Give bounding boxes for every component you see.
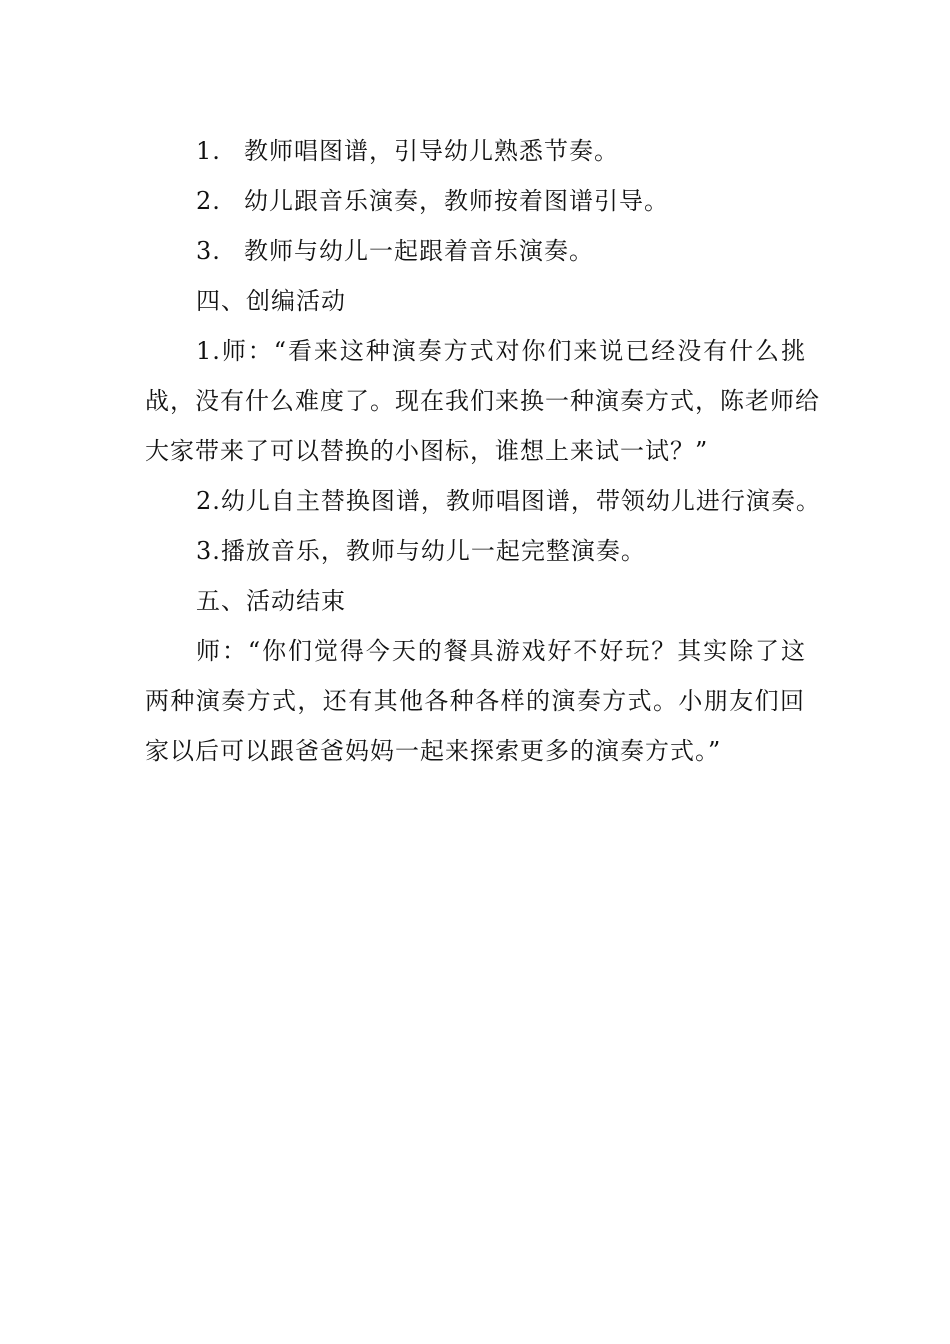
paragraph-line: 战，没有什么难度了。现在我们来换一种演奏方式，陈老师给 — [145, 387, 820, 415]
step-item-3 — [196, 236, 594, 266]
paragraph-line: 1.师：“看来这种演奏方式对你们来说已经没有什么挑 — [196, 337, 806, 365]
step-number: 2. — [196, 187, 221, 215]
paragraph-line: 3.播放音乐，教师与幼儿一起完整演奏。 — [196, 537, 646, 565]
paragraph-line: 2.幼儿自主替换图谱，教师唱图谱，带领幼儿进行演奏。 — [196, 487, 821, 515]
step-number: 3. — [196, 237, 221, 265]
step-text: 教师唱图谱，引导幼儿熟悉节奏。 — [244, 137, 619, 165]
section-heading-create: 四、创编活动 — [196, 287, 346, 315]
paragraph-line: 两种演奏方式，还有其他各种各样的演奏方式。小朋友们回 — [145, 687, 805, 715]
step-item-2 — [196, 186, 669, 216]
paragraph-line: 大家带来了可以替换的小图标，谁想上来试一试？” — [145, 437, 709, 465]
paragraph-line: 家以后可以跟爸爸妈妈一起来探索更多的演奏方式。” — [145, 737, 722, 765]
step-text: 教师与幼儿一起跟着音乐演奏。 — [244, 237, 594, 265]
step-item-1 — [196, 136, 619, 166]
step-text: 幼儿跟音乐演奏，教师按着图谱引导。 — [244, 187, 669, 215]
paragraph-line: 师：“你们觉得今天的餐具游戏好不好玩？其实除了这 — [196, 637, 806, 665]
section-heading-end: 五、活动结束 — [196, 587, 346, 615]
step-number: 1. — [196, 137, 221, 165]
